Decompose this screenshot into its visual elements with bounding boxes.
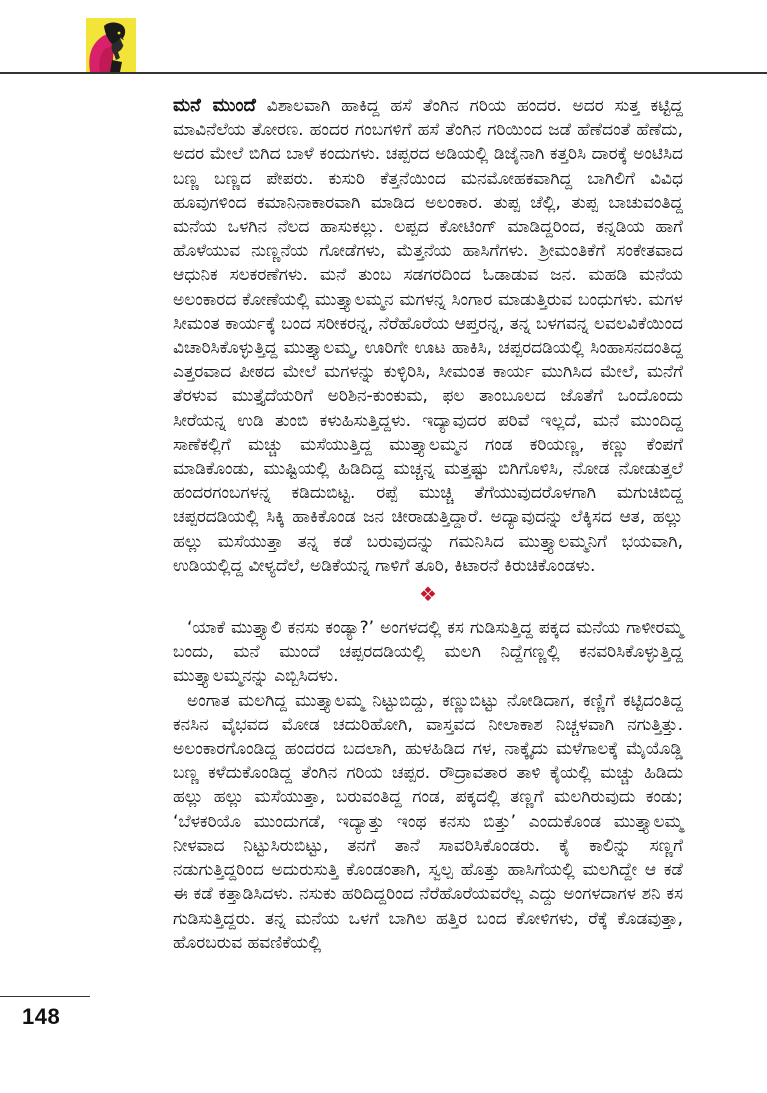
article-body — [173, 94, 683, 955]
woman-profile-logo-icon — [86, 18, 136, 72]
footer-rule — [0, 996, 90, 997]
header-rule — [0, 72, 767, 74]
section-divider-icon: ❖ — [419, 582, 437, 607]
lead-word: ಮನೆ ಮುಂದೆ — [173, 95, 256, 116]
paragraph-1 — [173, 94, 683, 578]
paragraph-1-text: ವಿಶಾಲವಾಗಿ ಹಾಕಿದ್ದ ಹಸೆ ತೆಂಗಿನ ಗರಿಯ ಹಂದರ. ಅದರ ಸುತ್ತ ಕಟ್ಟಿದ್ದ ಮಾವಿನೆಲೆಯ ತೋರಣ. ಹಂದರ ಗಂಬಗಳಿಗೆ ಹಸೆ ತೆಂಗಿನ ಗರಿಯಿಂದ ಜಡೆ ಹೆಣೆದಂತೆ ಹೆಣೆದು, ಅದರ ಮೇಲೆ ಬಿಗಿದ ಬಾಳೆ ಕಂದುಗಳು. ಚಪ್ಪರದ ಅಡಿಯಲ್ಲಿ ಡಿಜೈನಾಗಿ ಕತ್ತರಿಸಿ ದಾರಕ್ಕೆ ಅಂಟಿಸಿದ ಬಣ್ಣ ಬಣ್ಣದ ಪೇಪರು. ಕುಸುರಿ ಕೆತ್ತನೆಯಿಂದ ಮನಮೋಹಕವಾಗಿದ್ದ ಬಾಗಿಲಿಗೆ ವಿವಿಧ ಹೂವುಗಳಿಂದ ಕಮಾನಿನಾಕಾರವಾಗಿ ಮಾಡಿದ ಅಲಂಕಾರ. ತುಪ್ಪ ಚೆಲ್ಲಿ, ತುಪ್ಪ ಬಾಚುವಂತಿದ್ದ ಮನೆಯ ಒಳಗಿನ ನೆಲದ ಹಾಸುಕಲ್ಲು. ಲಪ್ಪದ ಕೋಟಿಂಗ್ ಮಾಡಿದ್ದರಿಂದ, ಕನ್ನಡಿಯ ಹಾಗೆ ಹೊಳೆಯುವ ನುಣ್ಣನೆಯ ಗೋಡೆಗಳು, ಮೆತ್ತನೆಯ ಹಾಸಿಗೆಗಳು. ಶ್ರೀಮಂತಿಕೆಗೆ ಸಂಕೇತವಾದ ಆಧುನಿಕ ಸಲಕರಣೆಗಳು. ಮನೆ ತುಂಬ ಸಡಗರದಿಂದ ಓಡಾಡುವ ಜನ. ಮಹಡಿ ಮನೆಯ ಅಲಂಕಾರದ ಕೋಣೆಯಲ್ಲಿ ಮುತ್ತ್ಯಾಲಮ್ಮನ ಮಗಳನ್ನ ಸಿಂಗಾರ ಮಾಡುತ್ತಿರುವ ಬಂಧುಗಳು. ಮಗಳ ಸೀಮಂತ ಕಾರ್ಯಕ್ಕೆ ಬಂದ ಸರೀಕರನ್ನ, ನೆರೆಹೊರೆಯ ಆಪ್ತರನ್ನ, ತನ್ನ ಬಳಗವನ್ನ ಲವಲವಿಕೆಯಿಂದ ವಿಚಾರಿಸಿಕೊಳ್ಳುತ್ತಿದ್ದ ಮುತ್ತ್ಯಾಲಮ್ಮ, ಊರಿಗೇ ಊಟ ಹಾಕಿಸಿ, ಚಪ್ಪರದಡಿಯಲ್ಲಿ ಸಿಂಹಾಸನದಂತಿದ್ದ ಎತ್ತರವಾದ ಪೀಠದ ಮೇಲೆ ಮಗಳನ್ನು ಕುಳ್ಳಿರಿಸಿ, ಸೀಮಂತ ಕಾರ್ಯ ಮುಗಿಸಿದ ಮೇಲೆ, ಮನೆಗೆ ತೆರಳುವ ಮುತ್ತೈದೆಯರಿಗೆ ಅರಿಶಿನ-ಕುಂಕುಮ, ಫಲ ತಾಂಬೂಲದ ಜೊತೆಗೆ ಒಂದೊಂದು ಸೀರೆಯನ್ನ ಉಡಿ ತುಂಬಿ ಕಳುಹಿಸುತ್ತಿದ್ದಳು. ಇದ್ಯಾವುದರ ಪರಿವೆ ಇಲ್ಲದೆ, ಮನೆ ಮುಂದಿದ್ದ ಸಾಣೆಕಲ್ಲಿಗೆ ಮಚ್ಚು ಮಸೆಯುತ್ತಿದ್ದ ಮುತ್ತ್ಯಾಲಮ್ಮನ ಗಂಡ ಕರಿಯಣ್ಣ, ಕಣ್ಣು ಕೆಂಪಗೆ ಮಾಡಿಕೊಂಡು, ಮುಷ್ಟಿಯಲ್ಲಿ ಹಿಡಿದಿದ್ದ ಮಚ್ಚನ್ನ ಮತ್ತಷ್ಟು ಬಿಗಿಗೊಳಿಸಿ, ನೋಡ ನೋಡುತ್ತಲೆ ಹಂದರಗಂಬಗಳನ್ನ ಕಡಿದುಬಿಟ್ಟ. ರಪ್ಪೆ ಮುಚ್ಚಿ ತೆಗೆಯುವುದರೊಳಗಾಗಿ ಮಗುಚಿಬಿದ್ದ ಚಪ್ಪರದಡಿಯಲ್ಲಿ ಸಿಕ್ಕಿ ಹಾಕಿಕೊಂಡ ಜನ ಚೀರಾಡುತ್ತಿದ್ದಾರೆ. ಅದ್ಯಾವುದನ್ನು ಲೆಕ್ಕಿಸದ ಆತ, ಹಲ್ಲು ಹಲ್ಲು ಮಸೆಯುತ್ತಾ ತನ್ನ ಕಡೆ ಬರುವುದನ್ನು ಗಮನಿಸಿದ ಮುತ್ತ್ಯಾಲಮ್ಮನಿಗೆ ಭಯವಾಗಿ, ಉಡಿಯಲ್ಲಿದ್ದ ವೀಳ್ಯದೆಲೆ, ಅಡಿಕೆಯನ್ನ ಗಾಳಿಗೆ ತೂರಿ, ಕಿಟಾರನೆ ಕಿರುಚಿಕೊಂಡಳು. — [173, 96, 683, 576]
paragraph-2: ‘ಯಾಕೆ ಮುತ್ತ್ಯಾಲಿ ಕನಸು ಕಂಡ್ಯಾ?’ ಅಂಗಳದಲ್ಲಿ ಕಸ ಗುಡಿಸುತ್ತಿದ್ದ ಪಕ್ಕದ ಮನೆಯ ಗಾಳೀರಮ್ಮ ಬಂದು, ಮನೆ ಮುಂದೆ ಚಪ್ಪರದಡಿಯಲ್ಲಿ ಮಲಗಿ ನಿದ್ದೆಗಣ್ಣಲ್ಲಿ ಕನವರಿಸಿಕೊಳ್ಳುತ್ತಿದ್ದ ಮುತ್ತ್ಯಾಲಮ್ಮನನ್ನು ಎಬ್ಬಿಸಿದಳು. — [173, 618, 683, 687]
paragraph-3: ಅಂಗಾತ ಮಲಗಿದ್ದ ಮುತ್ತ್ಯಾಲಮ್ಮ ನಿಟ್ಟುಬಿದ್ದು, ಕಣ್ಣುಬಿಟ್ಟು ನೋಡಿದಾಗ, ಕಣ್ಣಿಗೆ ಕಟ್ಟಿದಂತಿದ್ದ ಕನಸಿನ ವೈಭವದ ಮೋಡ ಚದುರಿಹೋಗಿ, ವಾಸ್ತವದ ನೀಲಾಕಾಶ ನಿಚ್ಚಳವಾಗಿ ನಗುತ್ತಿತ್ತು. ಅಲಂಕಾರಗೊಂಡಿದ್ದ ಹಂದರದ ಬದಲಾಗಿ, ಹುಳಹಿಡಿದ ಗಳ, ನಾಕ್ಕೈದು ಮಳೆಗಾಲಕ್ಕೆ ಮೈಯೊಡ್ಡಿ ಬಣ್ಣ ಕಳೆದುಕೊಂಡಿದ್ದ ತೆಂಗಿನ ಗರಿಯ ಚಪ್ಪರ. ರೌದ್ರಾವತಾರ ತಾಳಿ ಕೈಯಲ್ಲಿ ಮಚ್ಚು ಹಿಡಿದು ಹಲ್ಲು ಹಲ್ಲು ಮಸೆಯುತ್ತಾ, ಬರುವಂತಿದ್ದ ಗಂಡ, ಪಕ್ಕದಲ್ಲಿ ತಣ್ಣಗೆ ಮಲಗಿರುವುದು ಕಂಡು; ‘ಬೆಳಕರಿಯೊ ಮುಂದುಗಡೆ, ಇದ್ಯಾತ್ತು ಇಂಥ ಕನಸು ಬಿತ್ತು’ ಎಂದುಕೊಂಡ ಮುತ್ತ್ಯಾಲಮ್ಮ ನೀಳವಾದ ನಿಟ್ಟುಸಿರುಬಿಟ್ಟು, ತನಗೆ ತಾನೆ ಸಾವರಿಸಿಕೊಂಡರು. ಕೈ ಕಾಲಿನ್ನು ಸಣ್ಣಗೆ ನಡುಗುತ್ತಿದ್ದರಿಂದ ಅದುರುಸುತ್ತಿ ಕೊಂಡಂತಾಗಿ, ಸ್ವಲ್ಪ ಹೊತ್ತು ಹಾಸಿಗೆಯಲ್ಲಿ ಮಲಗಿದ್ದೇ ಆ ಕಡೆ ಈ ಕಡೆ ಕತ್ತಾಡಿಸಿದಳು. ನಸುಕು ಹರಿದಿದ್ದರಿಂದ ನೆರೆಹೊರೆಯವರೆಲ್ಲ ಎದ್ದು ಅಂಗಳದಾಗಳ ಶನಿ ಕಸ ಗುಡಿಸುತ್ತಿದ್ದರು. ತನ್ನ ಮನೆಯ ಒಳಗೆ ಬಾಗಿಲ ಹತ್ತಿರ ಬಂದ ಕೋಳಿಗಳು, ರೆಕ್ಕೆ ಕೊಡವುತ್ತಾ, ಹೊರಬರುವ ಹವಣಿಕೆಯಲ್ಲಿ — [173, 690, 683, 953]
page-number: 148 — [22, 1004, 61, 1029]
